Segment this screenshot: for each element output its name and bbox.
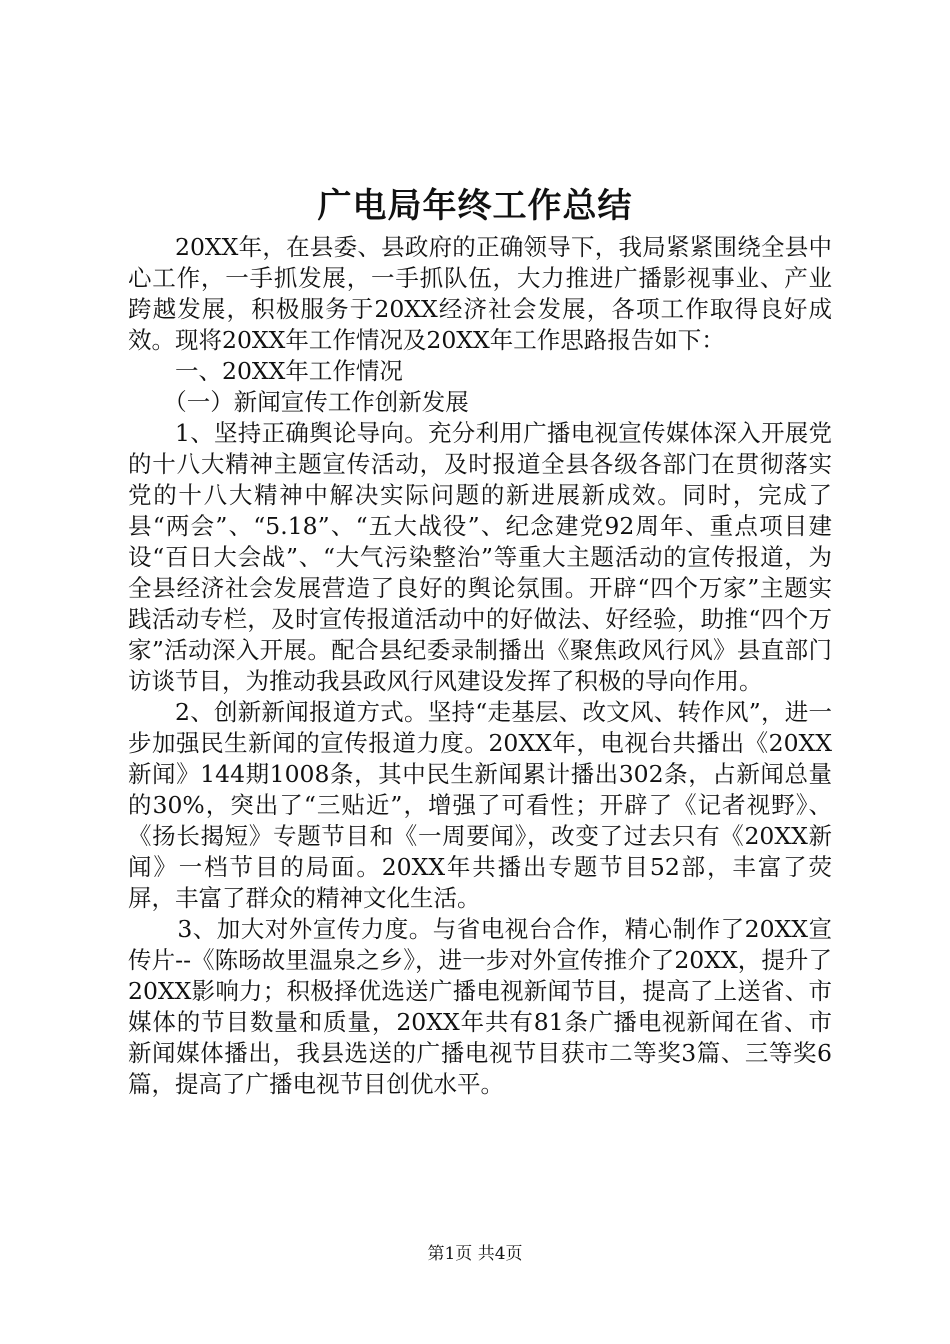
subsection-heading: （一）新闻宣传工作创新发展 [163, 388, 469, 416]
document-body [128, 232, 832, 1100]
page-footer: 第1页 共4页 [427, 1244, 523, 1264]
paragraph-item-2: 2、创新新闻报道方式。坚持“走基层、改文风、转作风”，进一步加强民生新闻的宣传报道力度。20XX年，电视台共播出《20XX新闻》144期1008条，其中民生新闻累计播出302条，占新闻总量的30%，突出了“三贴近”，增强了可看性；开辟了《记者视野》、《扬长揭短》专题节目和《一周要闻》，改变了过去只有《20XX新闻》一档节目的局面。20XX年共播出专题节目52部，丰富了荧屏，丰富了群众的精神文化生活。 [128, 698, 832, 912]
document-title: 广电局年终工作总结 [317, 186, 633, 226]
intro-paragraph: 20XX年，在县委、县政府的正确领导下，我局紧紧围绕全县中心工作，一手抓发展，一手抓队伍，大力推进广播影视事业、产业跨越发展，积极服务于20XX经济社会发展，各项工作取得良好成效。现将20XX年工作情况及20XX年工作思路报告如下： [128, 233, 832, 354]
paragraph-item-1: 1、坚持正确舆论导向。充分利用广播电视宣传媒体深入开展党的十八大精神主题宣传活动，及时报道全县各级各部门在贯彻落实党的十八大精神中解决实际问题的新进展新成效。同时，完成了县“两会”、“5.18”、“五大战役”、纪念建党92周年、重点项目建设“百日大会战”、“大气污染整治”等重大主题活动的宣传报道，为全县经济社会发展营造了良好的舆论氛围。开辟“四个万家”主题实践活动专栏，及时宣传报道活动中的好做法、好经验，助推“四个万家”活动深入开展。配合县纪委录制播出《聚焦政风行风》县直部门访谈节目，为推动我县政风行风建设发挥了积极的导向作用。 [128, 419, 832, 695]
section-heading: 一、20XX年工作情况 [175, 357, 403, 385]
paragraph-item-3: 3、加大对外宣传力度。与省电视台合作，精心制作了20XX宣传片--《陈旸故里温泉之乡》，进一步对外宣传推介了20XX，提升了20XX影响力；积极择优选送广播电视新闻节目，提高了上送省、市媒体的节目数量和质量，20XX年共有81条广播电视新闻在省、市新闻媒体播出，我县选送的广播电视节目获市二等奖3篇、三等奖6篇，提高了广播电视节目创优水平。 [128, 915, 832, 1098]
